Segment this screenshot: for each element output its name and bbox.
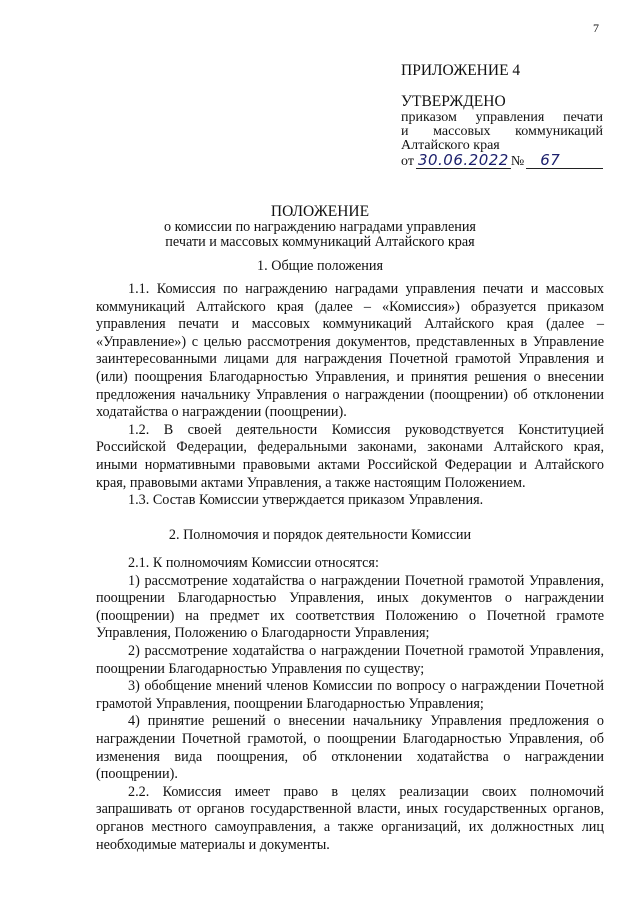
list-item-2: 2) рассмотрение ходатайства о награждении Почетной грамотой Управления, поощрении Благодарностью Управления по существу; (96, 642, 604, 677)
section2-body (96, 555, 604, 854)
paragraph-1-3: 1.3. Состав Комиссии утверждается приказом Управления. (128, 492, 484, 509)
paragraph-2-1: 2.1. К полномочиям Комиссии относятся: (128, 555, 379, 571)
title-subtitle-1: о комиссии по награждению наградами управления (164, 219, 476, 235)
paragraph-1-1: 1.1. Комиссия по награждению наградами управления печати и массовых коммуникаций Алтайского края (далее – «Комиссия») образуется приказом управления печати и массовых коммуникаций Алтайского края (далее – «Управление») с целью рассмотрения документов, представленных в Управление заинтересованными лицами для награждения Почетной грамотой Управления и (или) поощрения Благодарностью Управления, и принятия решения о внесении предложения начальнику Управления о награждении (поощрении) об отклонении ходатайства о награждении (поощрении). (96, 281, 604, 421)
section1-heading: 1. Общие положения (257, 258, 383, 274)
paragraph-2-2: 2.2. Комиссия имеет право в целях реализации своих полномочий запрашивать от органов государственной власти, иных государственных органов, органов местного самоуправления, а также организаций, их должностных лиц необходимые материалы и документы. (96, 783, 604, 853)
date-prefix: от (401, 154, 414, 169)
order-date-number (401, 153, 603, 169)
appendix-label: ПРИЛОЖЕНИЕ 4 (401, 62, 521, 79)
title-main: ПОЛОЖЕНИЕ (270, 203, 370, 220)
number-sign: № (510, 154, 525, 169)
section2-heading: 2. Полномочия и порядок деятельности Комиссии (168, 527, 472, 543)
order-date: 30.06.2022 (417, 151, 509, 169)
document-title (0, 203, 640, 250)
section1-body (96, 281, 604, 510)
order-line-3: Алтайского края (401, 138, 500, 153)
list-item-3: 3) обобщение мнений членов Комиссии по вопросу о награждении Почетной грамотой Управления, поощрении Благодарностью Управления; (96, 678, 604, 712)
title-subtitle-2: печати и массовых коммуникаций Алтайского края (165, 234, 475, 250)
order-number: 67 (526, 153, 603, 169)
list-item-1: 1) рассмотрение ходатайства о награждении Почетной грамотой Управления, поощрении Благодарностью Управления, иных документов о награждении (поощрении) на предмет их соответствия Положению о Почетной грамоте Управления, Положению о Благодарности Управления; (96, 572, 604, 642)
page-number: 7 (593, 21, 599, 35)
approved-label: УТВЕРЖДЕНО (401, 93, 506, 110)
order-line-2: и массовых коммуникаций (401, 124, 603, 139)
paragraph-1-2: 1.2. В своей деятельности Комиссия руководствуется Конституцией Российской Федерации, федеральными законами, законами Алтайского края, иными нормативными правовыми актами Российской Федерации и Алтайского края, правовыми актами Управления, а также настоящим Положением. (96, 421, 604, 491)
order-line-1: приказом управления печати (401, 110, 603, 125)
approval-block (401, 62, 603, 169)
list-item-4: 4) принятие решений о внесении начальнику Управления предложения о награждении Почетной грамотой, о поощрении Благодарностью Управления, об изменения вида поощрения, об отклонении ходатайства о награждении (поощрении). (96, 713, 604, 783)
